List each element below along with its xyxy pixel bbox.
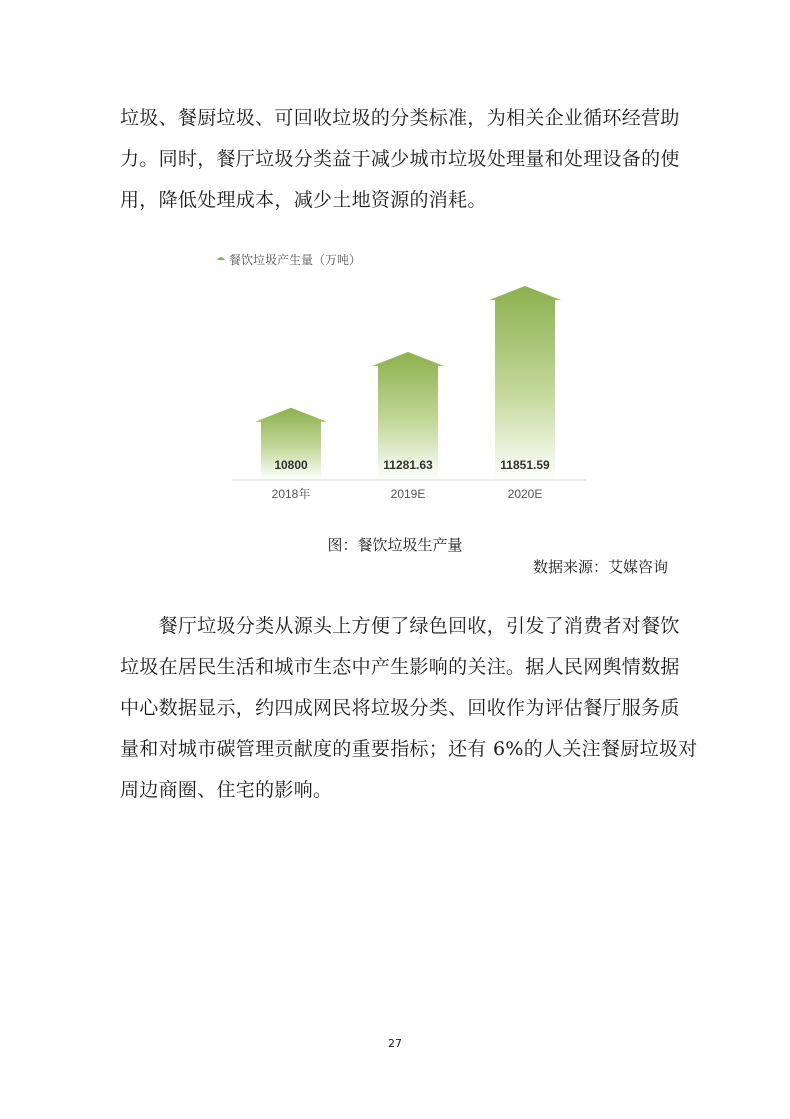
bar-value-label: 11281.63	[383, 458, 433, 472]
figure-source: 数据来源：艾媒咨询	[532, 558, 668, 576]
chart-bar	[489, 286, 561, 480]
legend-marker-icon	[217, 257, 225, 260]
text-line: 量和对城市碳管理贡献度的重要指标；还有 6%的人关注餐厨垃圾对	[120, 738, 698, 760]
page-number: 27	[388, 1037, 402, 1050]
category-label: 2018年	[271, 487, 311, 501]
waste-production-chart	[210, 240, 600, 520]
figure-caption: 图：餐饮垃圾生产量	[327, 536, 463, 554]
text-line: 垃圾在居民生活和城市生态中产生影响的关注。据人民网舆情数据	[120, 656, 680, 678]
text-line: 餐厅垃圾分类从源头上方便了绿色回收，引发了消费者对餐饮	[120, 615, 680, 637]
text-line: 中心数据显示，约四成网民将垃圾分类、回收作为评估餐厅服务质	[120, 697, 680, 719]
body-paragraph-2	[120, 606, 698, 811]
bar-value-label: 10800	[274, 458, 308, 472]
bar-value-label: 11851.59	[500, 458, 550, 472]
chart-legend	[217, 252, 361, 267]
text-line: 用，降低处理成本，减少土地资源的消耗。	[120, 189, 487, 211]
category-label: 2020E	[507, 487, 543, 501]
text-line: 垃圾、餐厨垃圾、可回收垃圾的分类标准，为相关企业循环经营助	[120, 107, 680, 129]
body-paragraph-1	[120, 98, 680, 221]
text-line: 力。同时，餐厅垃圾分类益于减少城市垃圾处理量和处理设备的使	[120, 148, 680, 170]
category-label: 2019E	[390, 487, 426, 501]
legend-label: 餐饮垃圾产生量（万吨）	[229, 253, 362, 267]
text-line: 周边商圈、住宅的影响。	[120, 779, 333, 801]
